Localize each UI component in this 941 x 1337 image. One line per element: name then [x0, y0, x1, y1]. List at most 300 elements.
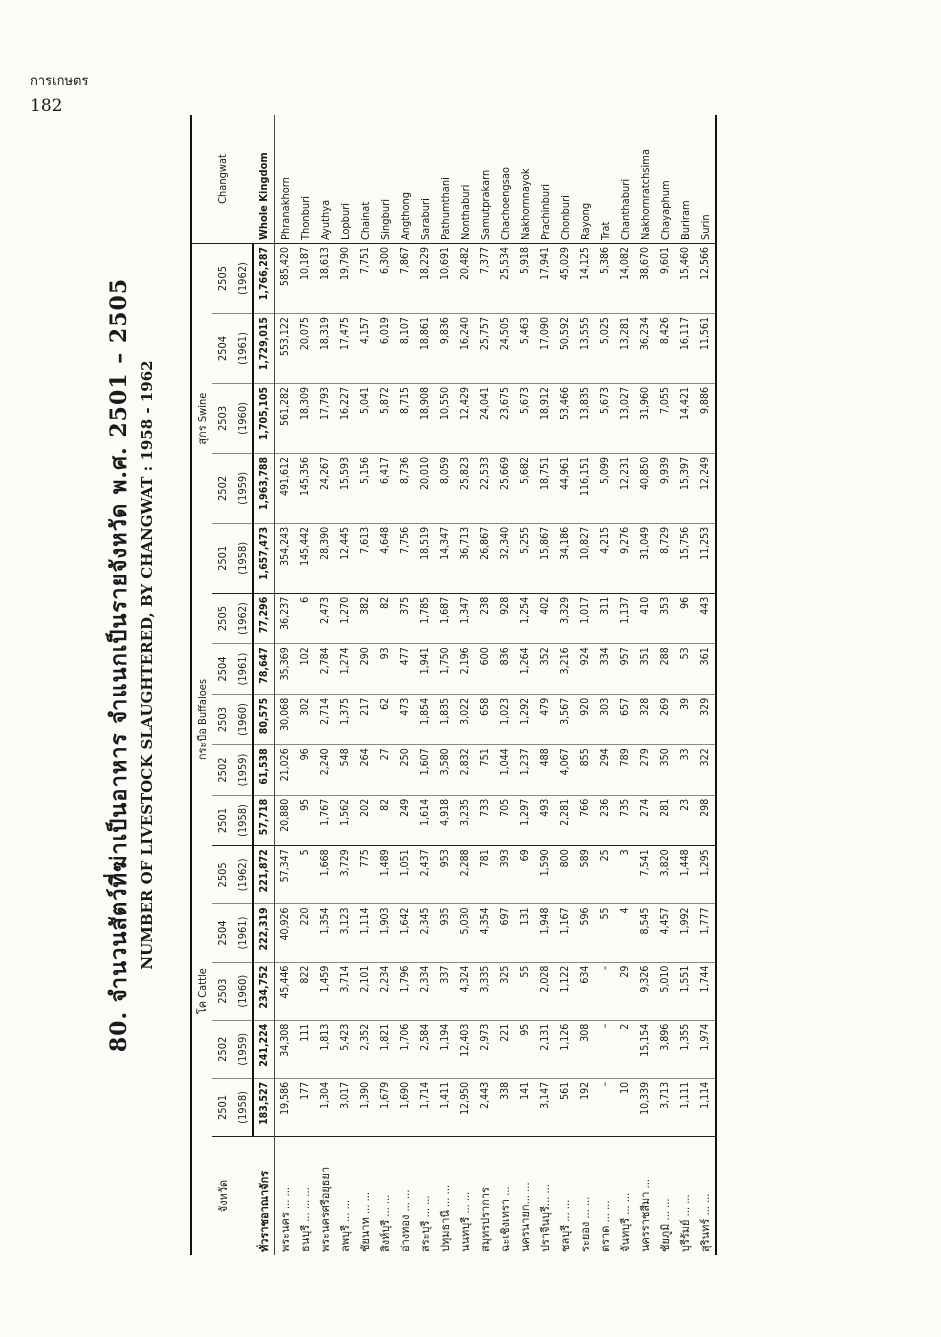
buffaloes-value: 329	[695, 694, 716, 745]
buffaloes-value: 281	[655, 795, 675, 846]
buffaloes-value: 733	[475, 795, 495, 846]
table-row	[595, 115, 615, 1255]
cattle-value: 3,147	[535, 1078, 555, 1136]
buffaloes-value: 657	[615, 694, 635, 745]
year-header: 2501	[212, 523, 232, 593]
cattle-value: 1,111	[675, 1078, 695, 1136]
cattle-value: 2,334	[415, 962, 435, 1020]
year-header: 2505	[212, 593, 232, 644]
buffaloes-value: 1,687	[435, 593, 455, 644]
cattle-value: 5,030	[455, 904, 475, 962]
cattle-value: 1,167	[555, 904, 575, 962]
cattle-value: 1,796	[395, 962, 415, 1020]
cattle-value: 19,586	[275, 1078, 296, 1136]
table-row-total	[253, 115, 275, 1255]
swine-value: 9,886	[695, 383, 716, 453]
cattle-value: 775	[355, 846, 375, 904]
swine-value: 9,276	[615, 523, 635, 593]
cattle-value: 12,403	[455, 1020, 475, 1078]
swine-value: 8,715	[395, 383, 415, 453]
cattle-value: 2,131	[535, 1020, 555, 1078]
swine-value: 22,533	[475, 453, 495, 523]
swine-value: 6,417	[375, 453, 395, 523]
buffaloes-value: 96	[295, 745, 315, 796]
buffaloes-value: 4,067	[555, 745, 575, 796]
cattle-value: 5	[295, 846, 315, 904]
livestock-table	[190, 115, 717, 1255]
buffaloes-value: 62	[375, 694, 395, 745]
year-ad-header: (1960)	[232, 383, 253, 453]
year-ad-header: (1958)	[232, 523, 253, 593]
table-row	[375, 115, 395, 1255]
group-header-buffaloes: กระบือ Buffaloes	[191, 593, 212, 846]
cattle-value: 1,411	[435, 1078, 455, 1136]
buffaloes-value: 3,329	[555, 593, 575, 644]
year-header: 2502	[212, 745, 232, 796]
swine-value: 10,827	[575, 523, 595, 593]
cattle-value: 1,304	[315, 1078, 335, 1136]
buffaloes-value: 1,941	[415, 644, 435, 695]
cattle-value: 192	[575, 1078, 595, 1136]
buffaloes-value: 298	[695, 795, 716, 846]
title-thai: 80. จำนวนสัตว์ที่ฆ่าเป็นอาหาร จำแนกเป็นรายจังหวัด พ.ศ. 2501 – 2505	[106, 277, 132, 1053]
swine-value: 354,243	[275, 523, 296, 593]
swine-value: 18,229	[415, 244, 435, 314]
buffaloes-value: 1,270	[335, 593, 355, 644]
cattle-value: 1,948	[535, 904, 555, 962]
cattle-value: 1,992	[675, 904, 695, 962]
buffaloes-value: 1,835	[435, 694, 455, 745]
cattle-value: 2,288	[455, 846, 475, 904]
cattle-value: 1,448	[675, 846, 695, 904]
year-header: 2505	[212, 846, 232, 904]
changwat-thai-header: จังหวัด	[191, 1137, 253, 1256]
changwat-english-name: Chanthaburi	[615, 115, 635, 244]
table-row	[655, 115, 675, 1255]
buffaloes-value: 202	[355, 795, 375, 846]
buffaloes-value: 2,714	[315, 694, 335, 745]
swine-value: 16,240	[455, 314, 475, 384]
cattle-value: 4,324	[455, 962, 475, 1020]
buffaloes-value: 236	[595, 795, 615, 846]
buffaloes-value: 264	[355, 745, 375, 796]
swine-value: 11,561	[695, 314, 716, 384]
year-ad-header: (1961)	[232, 314, 253, 384]
header-row-groups	[191, 115, 212, 1255]
group-header-swine: สุกร Swine	[191, 244, 212, 594]
year-header: 2502	[212, 453, 232, 523]
changwat-thai-name: อ่างทอง ... ...	[399, 1189, 412, 1252]
table-row	[635, 115, 655, 1255]
table-row	[335, 115, 355, 1255]
changwat-thai-name: ลพบุรี ... ...	[339, 1199, 352, 1252]
swine-value: 1,729,015	[253, 314, 275, 384]
swine-value: 18,861	[415, 314, 435, 384]
cattle-value: 1,194	[435, 1020, 455, 1078]
swine-value: 12,429	[455, 383, 475, 453]
cattle-value: 2,973	[475, 1020, 495, 1078]
changwat-english-name: Chainat	[355, 115, 375, 244]
cattle-value: 561	[555, 1078, 575, 1136]
swine-value: 5,682	[515, 453, 535, 523]
swine-value: 5,041	[355, 383, 375, 453]
table-row	[475, 115, 495, 1255]
buffaloes-value: 53	[675, 644, 695, 695]
cattle-value: 3,729	[335, 846, 355, 904]
swine-value: 18,751	[535, 453, 555, 523]
year-ad-header: (1958)	[232, 795, 253, 846]
year-ad-header: (1960)	[232, 962, 253, 1020]
buffaloes-value: 1,237	[515, 745, 535, 796]
swine-value: 5,673	[515, 383, 535, 453]
cattle-value: 3,123	[335, 904, 355, 962]
cattle-value: 141	[515, 1078, 535, 1136]
swine-value: 13,027	[615, 383, 635, 453]
swine-value: 40,850	[635, 453, 655, 523]
cattle-value: 57,347	[275, 846, 296, 904]
swine-value: 1,705,105	[253, 383, 275, 453]
buffaloes-value: 238	[475, 593, 495, 644]
cattle-value: 95	[515, 1020, 535, 1078]
cattle-value: 220	[295, 904, 315, 962]
buffaloes-value: 855	[575, 745, 595, 796]
buffaloes-value: 33	[675, 745, 695, 796]
changwat-english-name: Buriram	[675, 115, 695, 244]
cattle-value: 1,668	[315, 846, 335, 904]
swine-value: 38,670	[635, 244, 655, 314]
cattle-value: 822	[295, 962, 315, 1020]
buffaloes-value: 2,784	[315, 644, 335, 695]
buffaloes-value: 548	[335, 745, 355, 796]
table-row	[675, 115, 695, 1255]
cattle-value: –	[595, 1078, 615, 1136]
swine-value: 23,675	[495, 383, 515, 453]
cattle-value: 2,437	[415, 846, 435, 904]
buffaloes-value: 82	[375, 795, 395, 846]
swine-value: 4,157	[355, 314, 375, 384]
buffaloes-value: 1,607	[415, 745, 435, 796]
buffaloes-value: 479	[535, 694, 555, 745]
table-row	[415, 115, 435, 1255]
buffaloes-value: 836	[495, 644, 515, 695]
year-ad-header: (1961)	[232, 904, 253, 962]
cattle-value: 12,950	[455, 1078, 475, 1136]
rotated-table-page	[95, 75, 915, 1255]
cattle-value: 2,584	[415, 1020, 435, 1078]
buffaloes-value: 1,785	[415, 593, 435, 644]
swine-value: 5,463	[515, 314, 535, 384]
cattle-value: 1,122	[555, 962, 575, 1020]
cattle-value: 25	[595, 846, 615, 904]
cattle-value: 1,489	[375, 846, 395, 904]
swine-value: 20,010	[415, 453, 435, 523]
table-header	[191, 115, 253, 1255]
buffaloes-value: 57,718	[253, 795, 275, 846]
changwat-thai-name: ทั่วราชอาณาจักร	[253, 1137, 275, 1256]
buffaloes-value: 3,216	[555, 644, 575, 695]
buffaloes-value: 1,023	[495, 694, 515, 745]
swine-value: 28,390	[315, 523, 335, 593]
table-row	[495, 115, 515, 1255]
cattle-value: 325	[495, 962, 515, 1020]
buffaloes-value: 78,647	[253, 644, 275, 695]
year-header: 2502	[212, 1020, 232, 1078]
swine-value: 10,550	[435, 383, 455, 453]
cattle-value: 1,744	[695, 962, 716, 1020]
cattle-value: 8,545	[635, 904, 655, 962]
year-ad-header: (1962)	[232, 593, 253, 644]
cattle-value: 800	[555, 846, 575, 904]
swine-value: 9,836	[435, 314, 455, 384]
cattle-value: 1,459	[315, 962, 335, 1020]
cattle-value: –	[595, 962, 615, 1020]
year-header: 2503	[212, 962, 232, 1020]
cattle-value: 1,051	[395, 846, 415, 904]
swine-value: 36,234	[635, 314, 655, 384]
cattle-value: 634	[575, 962, 595, 1020]
cattle-value: 2,234	[375, 962, 395, 1020]
buffaloes-value: 27	[375, 745, 395, 796]
buffaloes-value: 288	[655, 644, 675, 695]
header-row-years	[212, 115, 232, 1255]
swine-value: 11,253	[695, 523, 716, 593]
cattle-value: 241,224	[253, 1020, 275, 1078]
buffaloes-value: 1,254	[515, 593, 535, 644]
buffaloes-value: 302	[295, 694, 315, 745]
year-header: 2505	[212, 244, 232, 314]
swine-value: 15,756	[675, 523, 695, 593]
cattle-value: 183,527	[253, 1078, 275, 1136]
changwat-english-name: Singburi	[375, 115, 395, 244]
changwat-thai-name: สิงห์บุรี ... ...	[379, 1194, 392, 1252]
swine-value: 20,075	[295, 314, 315, 384]
buffaloes-value: 322	[695, 745, 716, 796]
buffaloes-value: 35,369	[275, 644, 296, 695]
cattle-value: 2	[615, 1020, 635, 1078]
changwat-english-name: Ayuthya	[315, 115, 335, 244]
buffaloes-value: 250	[395, 745, 415, 796]
buffaloes-value: 102	[295, 644, 315, 695]
buffaloes-value: 290	[355, 644, 375, 695]
changwat-english-name: Chayaphum	[655, 115, 675, 244]
year-ad-header: (1960)	[232, 694, 253, 745]
changwat-thai-name: ปทุมธานี ... ...	[439, 1184, 452, 1252]
swine-value: 17,090	[535, 314, 555, 384]
swine-value: 45,029	[555, 244, 575, 314]
swine-value: 9,601	[655, 244, 675, 314]
cattle-value: 29	[615, 962, 635, 1020]
changwat-english-name: Pathumthani	[435, 115, 455, 244]
cattle-value: 393	[495, 846, 515, 904]
swine-value: 8,059	[435, 453, 455, 523]
swine-value: 8,107	[395, 314, 415, 384]
buffaloes-value: 93	[375, 644, 395, 695]
buffaloes-value: 4,918	[435, 795, 455, 846]
buffaloes-value: 217	[355, 694, 375, 745]
buffaloes-value: 2,281	[555, 795, 575, 846]
buffaloes-value: 39	[675, 694, 695, 745]
buffaloes-value: 402	[535, 593, 555, 644]
title-english: NUMBER OF LIVESTOCK SLAUGHTERED, BY CHANGWAT : 1958 - 1962	[138, 360, 156, 970]
buffaloes-value: 95	[295, 795, 315, 846]
table-row	[615, 115, 635, 1255]
buffaloes-value: 1,375	[335, 694, 355, 745]
buffaloes-value: 789	[615, 745, 635, 796]
swine-value: 5,156	[355, 453, 375, 523]
changwat-english-name: Rayong	[575, 115, 595, 244]
section-header: การเกษตร	[30, 74, 89, 89]
buffaloes-value: 928	[495, 593, 515, 644]
swine-value: 12,445	[335, 523, 355, 593]
cattle-value: 7,541	[635, 846, 655, 904]
cattle-value: 69	[515, 846, 535, 904]
changwat-thai-name: ระยอง ... ...	[579, 1196, 592, 1252]
cattle-value: 55	[515, 962, 535, 1020]
swine-value: 7,613	[355, 523, 375, 593]
cattle-value: 3,714	[335, 962, 355, 1020]
cattle-value: 3,713	[655, 1078, 675, 1136]
swine-value: 15,593	[335, 453, 355, 523]
buffaloes-value: 705	[495, 795, 515, 846]
year-header: 2504	[212, 904, 232, 962]
swine-value: 16,227	[335, 383, 355, 453]
buffaloes-value: 1,137	[615, 593, 635, 644]
buffaloes-value: 350	[655, 745, 675, 796]
swine-value: 25,757	[475, 314, 495, 384]
swine-value: 17,941	[535, 244, 555, 314]
year-header: 2501	[212, 1078, 232, 1136]
cattle-value: 3,820	[655, 846, 675, 904]
changwat-english-name: Samutprakarn	[475, 115, 495, 244]
swine-value: 25,823	[455, 453, 475, 523]
cattle-value: 234,752	[253, 962, 275, 1020]
buffaloes-value: 1,854	[415, 694, 435, 745]
buffaloes-value: 61,538	[253, 745, 275, 796]
cattle-value: 1,642	[395, 904, 415, 962]
year-ad-header: (1959)	[232, 453, 253, 523]
swine-value: 5,872	[375, 383, 395, 453]
cattle-value: 1,706	[395, 1020, 415, 1078]
cattle-value: 40,926	[275, 904, 296, 962]
changwat-english-name: Prachinburi	[535, 115, 555, 244]
cattle-value: 3,335	[475, 962, 495, 1020]
table-row	[275, 115, 296, 1255]
swine-value: 14,125	[575, 244, 595, 314]
table-body	[253, 115, 716, 1255]
swine-value: 10,187	[295, 244, 315, 314]
cattle-value: 1,354	[315, 904, 335, 962]
buffaloes-value: 361	[695, 644, 716, 695]
swine-value: 12,566	[695, 244, 716, 314]
cattle-value: 1,903	[375, 904, 395, 962]
swine-value: 14,347	[435, 523, 455, 593]
buffaloes-value: 2,473	[315, 593, 335, 644]
changwat-thai-name: พระนคร ... ...	[279, 1187, 292, 1252]
buffaloes-value: 279	[635, 745, 655, 796]
year-ad-header: (1961)	[232, 644, 253, 695]
swine-value: 36,713	[455, 523, 475, 593]
swine-value: 10,691	[435, 244, 455, 314]
cattle-value: 2,101	[355, 962, 375, 1020]
swine-value: 44,961	[555, 453, 575, 523]
swine-value: 12,249	[695, 453, 716, 523]
swine-value: 26,867	[475, 523, 495, 593]
changwat-thai-name: ชัยภูมิ ... ...	[659, 1198, 672, 1252]
cattle-value: 222,319	[253, 904, 275, 962]
swine-value: 6,019	[375, 314, 395, 384]
changwat-thai-name: สมุทรปราการ	[479, 1187, 492, 1252]
swine-value: 9,939	[655, 453, 675, 523]
buffaloes-value: 334	[595, 644, 615, 695]
changwat-english-name: Chonburi	[555, 115, 575, 244]
year-ad-header: (1959)	[232, 745, 253, 796]
table-row	[355, 115, 375, 1255]
buffaloes-value: 2,240	[315, 745, 335, 796]
buffaloes-value: 82	[375, 593, 395, 644]
cattle-value: 1,114	[355, 904, 375, 962]
cattle-value: 3	[615, 846, 635, 904]
table-row	[455, 115, 475, 1255]
year-ad-header: (1962)	[232, 244, 253, 314]
changwat-thai-name: นครนายก... ...	[519, 1182, 532, 1252]
cattle-value: 1,690	[395, 1078, 415, 1136]
buffaloes-value: 353	[655, 593, 675, 644]
changwat-thai-name: ชลบุรี ... ...	[559, 1199, 572, 1252]
swine-value: 15,460	[675, 244, 695, 314]
buffaloes-value: 80,575	[253, 694, 275, 745]
changwat-english-name: Nakhornratchsima	[635, 115, 655, 244]
swine-value: 14,421	[675, 383, 695, 453]
changwat-thai-name: ธนบุรี ... ... ...	[299, 1187, 312, 1252]
swine-value: 7,756	[395, 523, 415, 593]
year-ad-header: (1962)	[232, 846, 253, 904]
swine-value: 8,736	[395, 453, 415, 523]
buffaloes-value: 294	[595, 745, 615, 796]
buffaloes-value: 600	[475, 644, 495, 695]
table-row	[295, 115, 315, 1255]
year-header: 2503	[212, 383, 232, 453]
swine-value: 116,151	[575, 453, 595, 523]
swine-value: 18,613	[315, 244, 335, 314]
swine-value: 1,657,473	[253, 523, 275, 593]
swine-value: 53,466	[555, 383, 575, 453]
cattle-value: 1,813	[315, 1020, 335, 1078]
changwat-thai-name: ตราด ... ...	[599, 1200, 612, 1252]
changwat-english-name: Thonburi	[295, 115, 315, 244]
swine-value: 24,267	[315, 453, 335, 523]
cattle-value: 55	[595, 904, 615, 962]
swine-value: 13,281	[615, 314, 635, 384]
swine-value: 561,282	[275, 383, 296, 453]
cattle-value: –	[595, 1020, 615, 1078]
cattle-value: 1,114	[695, 1078, 716, 1136]
cattle-value: 2,443	[475, 1078, 495, 1136]
year-header: 2504	[212, 314, 232, 384]
buffaloes-value: 766	[575, 795, 595, 846]
swine-value: 13,835	[575, 383, 595, 453]
page-number: 182	[30, 96, 63, 116]
swine-value: 31,049	[635, 523, 655, 593]
swine-value: 7,867	[395, 244, 415, 314]
buffaloes-value: 443	[695, 593, 716, 644]
buffaloes-value: 2,196	[455, 644, 475, 695]
cattle-value: 5,010	[655, 962, 675, 1020]
changwat-thai-name: บุรีรัมย์ ... ...	[679, 1194, 692, 1252]
cattle-value: 781	[475, 846, 495, 904]
cattle-value: 3,896	[655, 1020, 675, 1078]
buffaloes-value: 311	[595, 593, 615, 644]
swine-value: 145,442	[295, 523, 315, 593]
